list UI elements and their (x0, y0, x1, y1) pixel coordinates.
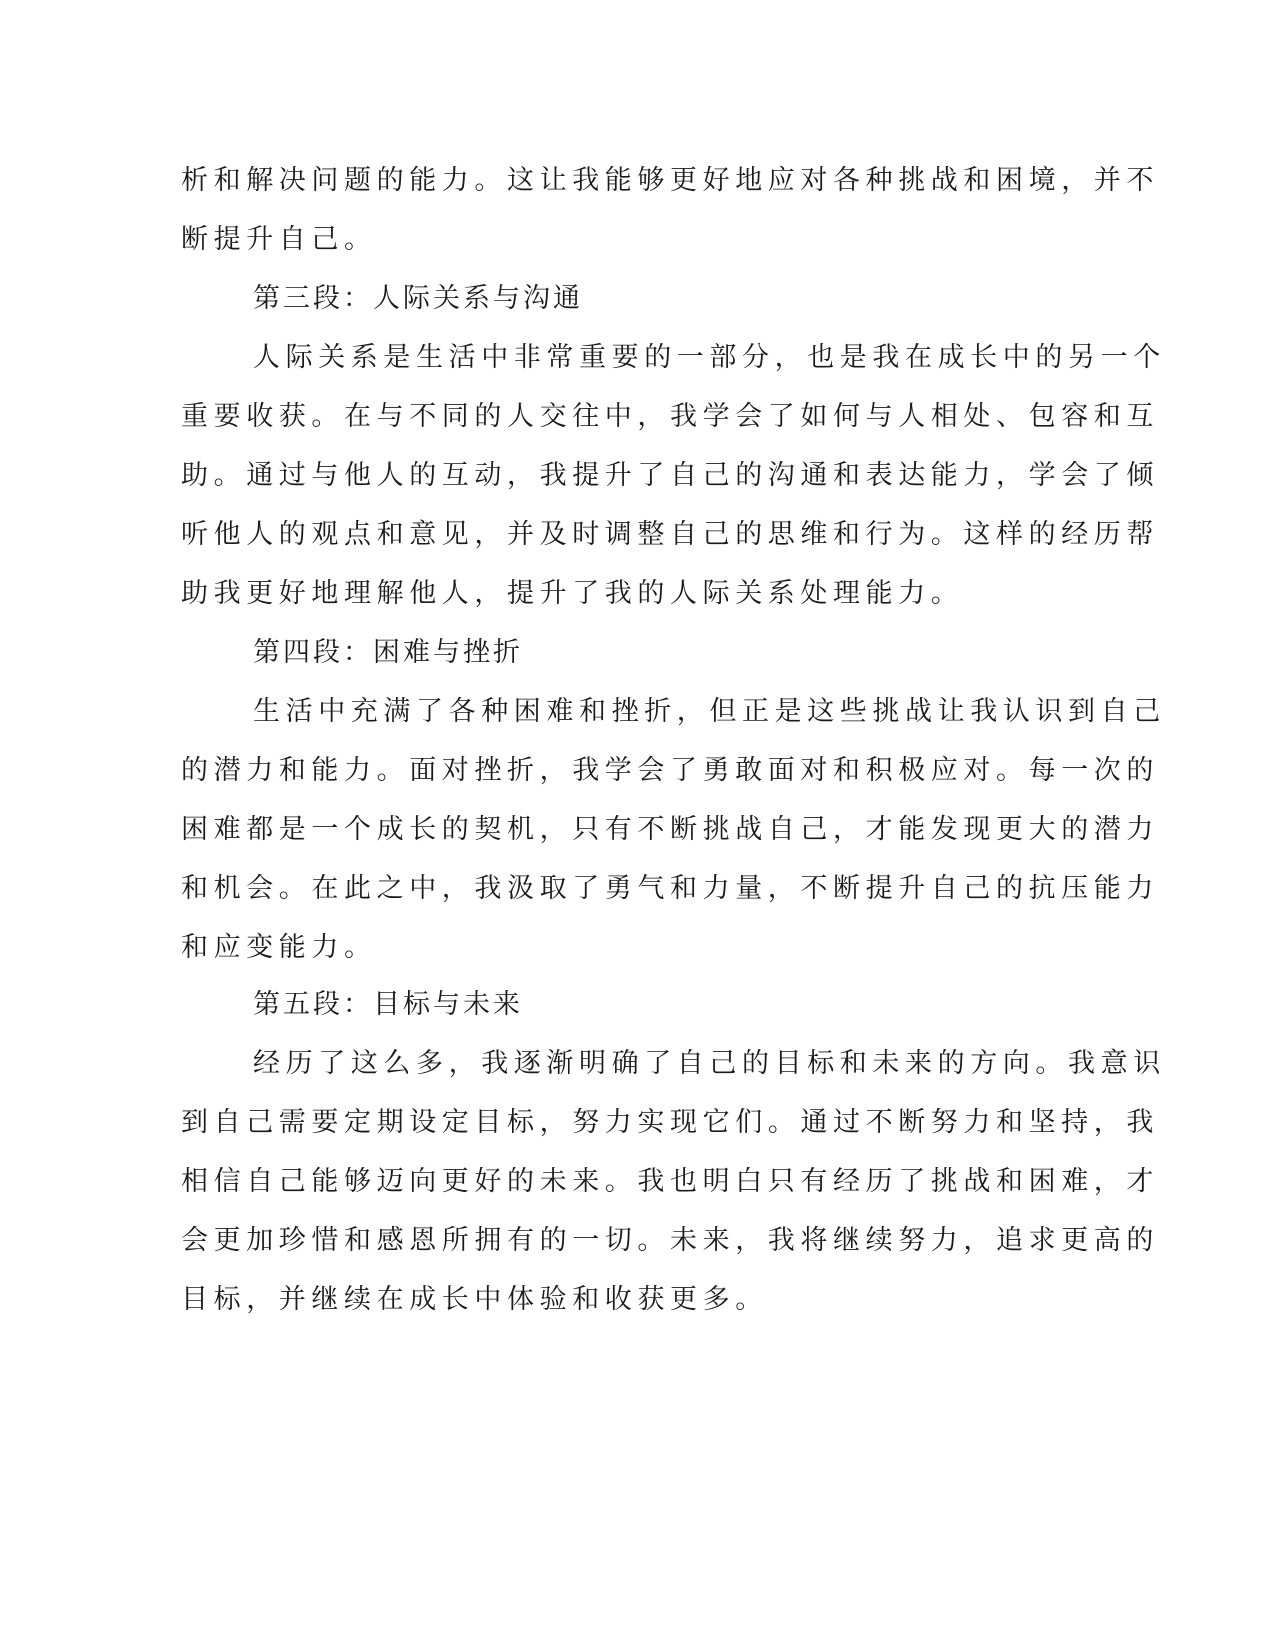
section-heading-4: 第四段：困难与挫折 (253, 637, 523, 668)
paragraph-line: 人际关系是生活中非常重要的一部分，也是我在成长中的另一个 (253, 342, 1166, 373)
paragraph-line: 听他人的观点和意见，并及时调整自己的思维和行为。这样的经历帮 (181, 519, 1159, 550)
paragraph-line: 困难都是一个成长的契机，只有不断挑战自己，才能发现更大的潜力 (181, 814, 1159, 845)
paragraph-line: 断提升自己。 (181, 224, 377, 255)
paragraph-line: 生活中充满了各种困难和挫折，但正是这些挑战让我认识到自己 (253, 696, 1166, 727)
paragraph-line: 和应变能力。 (181, 932, 377, 963)
paragraph-line: 到自己需要定期设定目标，努力实现它们。通过不断努力和坚持，我 (181, 1107, 1159, 1138)
paragraph-line: 相信自己能够迈向更好的未来。我也明白只有经历了挑战和困难，才 (181, 1166, 1159, 1197)
paragraph-line: 析和解决问题的能力。这让我能够更好地应对各种挑战和困境，并不 (181, 165, 1159, 196)
section-heading-5: 第五段：目标与未来 (253, 989, 523, 1020)
paragraph-line: 助。通过与他人的互动，我提升了自己的沟通和表达能力，学会了倾 (181, 460, 1159, 491)
paragraph-line: 经历了这么多，我逐渐明确了自己的目标和未来的方向。我意识 (253, 1048, 1166, 1079)
paragraph-line: 重要收获。在与不同的人交往中，我学会了如何与人相处、包容和互 (181, 401, 1159, 432)
section-heading-3: 第三段：人际关系与沟通 (253, 283, 583, 314)
paragraph-line: 和机会。在此之中，我汲取了勇气和力量，不断提升自己的抗压能力 (181, 873, 1159, 904)
paragraph-line: 目标，并继续在成长中体验和收获更多。 (181, 1284, 768, 1315)
paragraph-line: 会更加珍惜和感恩所拥有的一切。未来，我将继续努力，追求更高的 (181, 1225, 1159, 1256)
paragraph-line: 的潜力和能力。面对挫折，我学会了勇敢面对和积极应对。每一次的 (181, 755, 1159, 786)
paragraph-line: 助我更好地理解他人，提升了我的人际关系处理能力。 (181, 578, 964, 609)
